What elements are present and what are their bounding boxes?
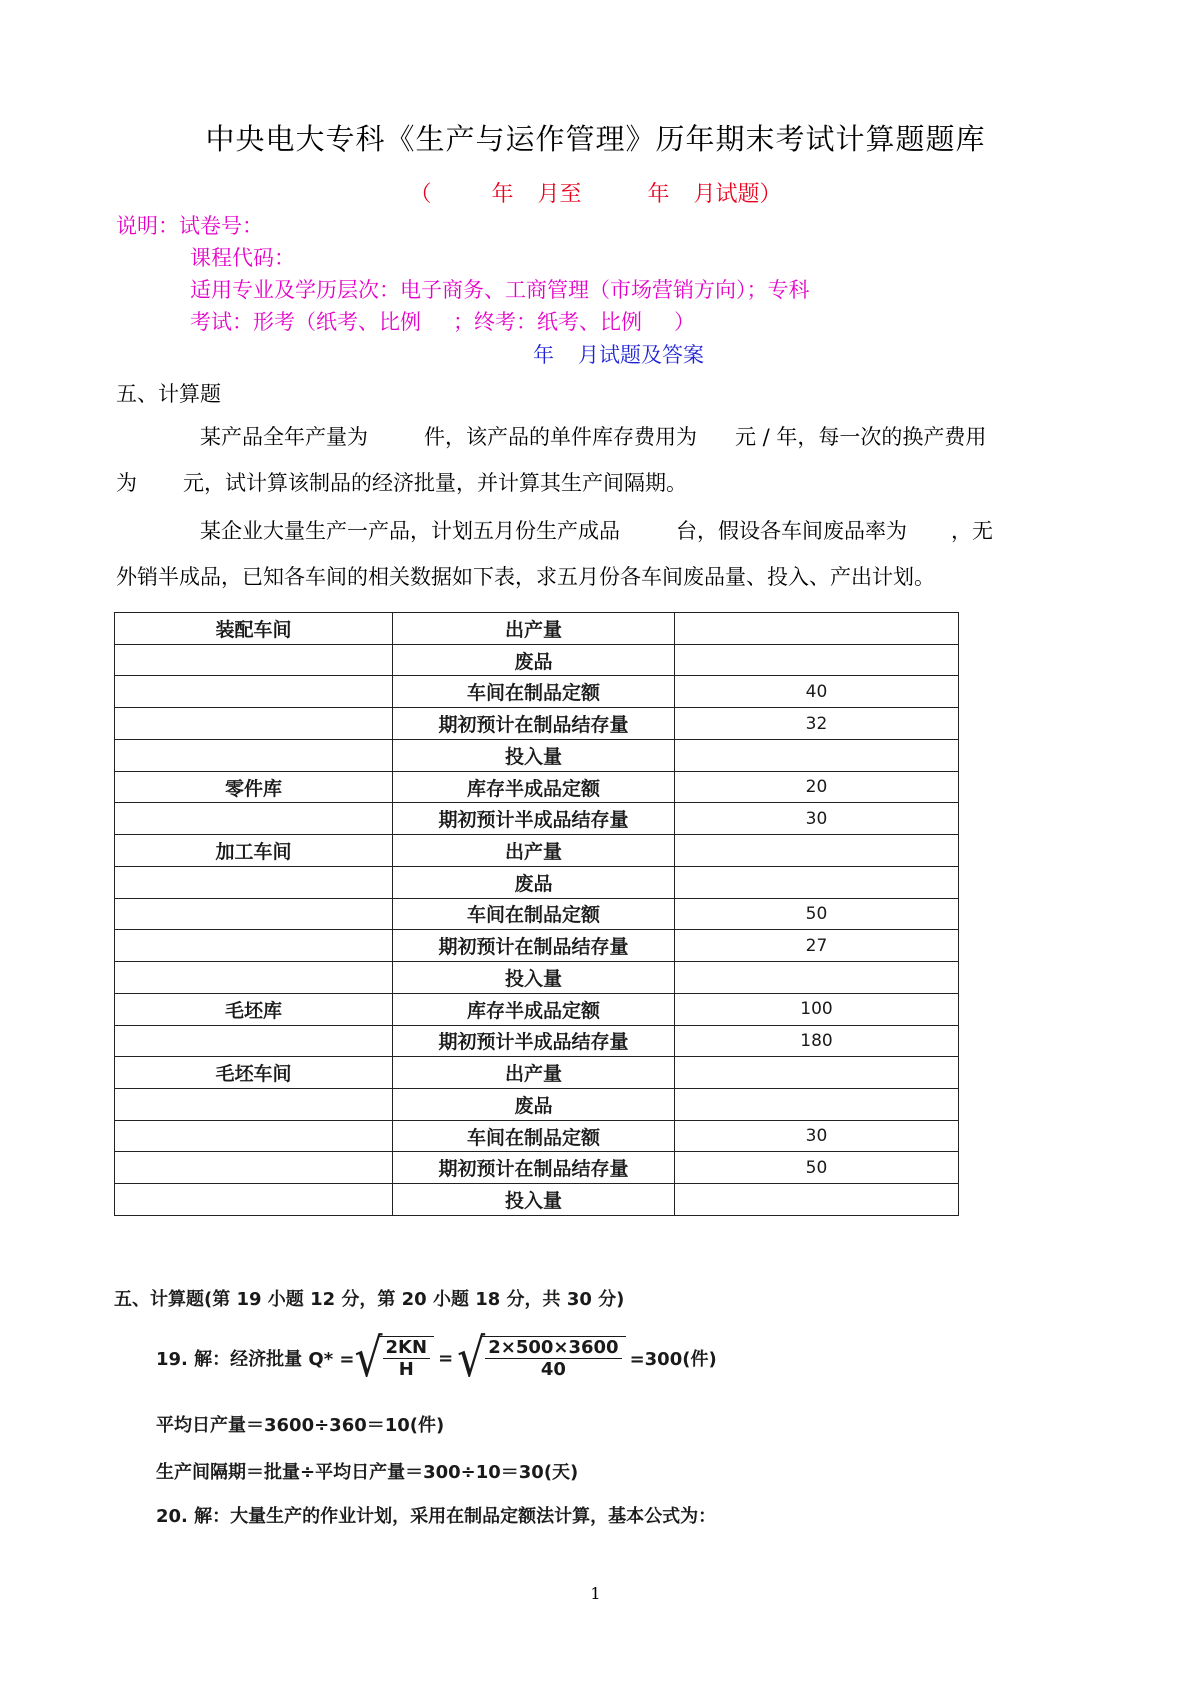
date-range-subtitle: [0, 177, 1191, 208]
table-row: [115, 866, 959, 898]
question-1-line-1: [200, 427, 986, 448]
table-row: [115, 613, 959, 645]
item-cell: 投入量: [393, 1184, 675, 1216]
workshop-cell: [115, 1152, 393, 1184]
table-row: [115, 708, 959, 740]
q2-text-b: 台，假设各车间废品率为: [676, 519, 907, 543]
q1-text-a: 某产品全年产量为: [200, 425, 368, 449]
item-cell: 车间在制品定额: [393, 898, 675, 930]
answer-19-prefix: 19. 解：经济批量 Q* =: [156, 1349, 355, 1370]
table-row: [115, 835, 959, 867]
subtitle-year1: 年: [491, 182, 514, 207]
workshop-cell: [115, 708, 393, 740]
value-cell: 32: [675, 708, 959, 740]
section-heading-year: 年: [533, 343, 554, 367]
document-title: 中央电大专科《生产与运作管理》历年期末考试计算题题库: [205, 122, 986, 156]
radical-sign-icon: √: [457, 1327, 486, 1389]
q1-text-b: 件，该产品的单件库存费用为: [424, 425, 697, 449]
value-cell: 180: [675, 1025, 959, 1057]
workshop-cell: [115, 1089, 393, 1121]
answer-production-interval: 生产间隔期＝批量÷平均日产量＝300÷10＝30(天): [156, 1462, 579, 1483]
question-2-line-1: [200, 521, 993, 542]
sqrt-1: [354, 1327, 434, 1389]
notes-exam: [190, 306, 695, 336]
subtitle-month2: 月试题）: [693, 182, 782, 207]
answer-19: [156, 1325, 717, 1391]
question-2-line-2: 外销半成品，已知各车间的相关数据如下表，求五月份各车间废品量、投入、产出计划。: [116, 565, 935, 589]
table-row: [115, 930, 959, 962]
q2-text-a: 某企业大量生产一产品，计划五月份生产成品: [200, 519, 620, 543]
workshop-cell: [115, 898, 393, 930]
workshop-cell: [115, 1120, 393, 1152]
table-row: [115, 1089, 959, 1121]
item-cell: 期初预计半成品结存量: [393, 803, 675, 835]
value-cell: [675, 644, 959, 676]
item-cell: 出产量: [393, 1057, 675, 1089]
question-1-line-2: [116, 473, 687, 494]
value-cell: [675, 962, 959, 994]
item-cell: 废品: [393, 866, 675, 898]
value-cell: [675, 1184, 959, 1216]
fraction-1-numerator: 2KN: [383, 1337, 431, 1359]
item-cell: 期初预计半成品结存量: [393, 1025, 675, 1057]
value-cell: [675, 613, 959, 645]
production-plan-table: [114, 612, 959, 1216]
table-row: [115, 993, 959, 1025]
item-cell: 库存半成品定额: [393, 771, 675, 803]
item-cell: 车间在制品定额: [393, 676, 675, 708]
workshop-cell: [115, 866, 393, 898]
fraction-2kn-h: [383, 1337, 431, 1380]
workshop-cell: [115, 676, 393, 708]
workshop-cell: [115, 930, 393, 962]
table-row: [115, 739, 959, 771]
item-cell: 出产量: [393, 835, 675, 867]
answer-avg-daily-output: 平均日产量＝3600÷360＝10(件): [156, 1415, 445, 1436]
q2-text-c: ，无: [951, 519, 993, 543]
value-cell: [675, 739, 959, 771]
q1-text-e: 元，试计算该制品的经济批量，并计算其生产间隔期。: [183, 471, 687, 495]
item-cell: 期初预计在制品结存量: [393, 708, 675, 740]
item-cell: 废品: [393, 1089, 675, 1121]
workshop-cell: [115, 962, 393, 994]
value-cell: 100: [675, 993, 959, 1025]
notes-exam-c: ）: [674, 310, 695, 334]
section-heading-rest: 月试题及答案: [578, 343, 704, 367]
value-cell: [675, 1057, 959, 1089]
fraction-2-numerator: 2×500×3600: [485, 1337, 621, 1359]
answer-19-equals: =: [438, 1347, 454, 1369]
workshop-cell: [115, 1025, 393, 1057]
notes-majors: 适用专业及学历层次：电子商务、工商管理（市场营销方向）；专科: [190, 278, 810, 302]
table-row: [115, 1025, 959, 1057]
workshop-cell: [115, 739, 393, 771]
table-row: [115, 1120, 959, 1152]
value-cell: [675, 835, 959, 867]
workshop-cell: 毛坯车间: [115, 1057, 393, 1089]
workshop-cell: [115, 1184, 393, 1216]
workshop-cell: [115, 644, 393, 676]
table-row: [115, 803, 959, 835]
notes-course-code: 课程代码：: [190, 246, 295, 270]
workshop-cell: 零件库: [115, 771, 393, 803]
item-cell: 期初预计在制品结存量: [393, 930, 675, 962]
production-plan-table-body: [115, 613, 959, 1216]
notes-label: 说明：试卷号：: [116, 214, 263, 238]
answer-20: 20. 解：大量生产的作业计划，采用在制品定额法计算，基本公式为：: [156, 1506, 717, 1527]
item-cell: 库存半成品定额: [393, 993, 675, 1025]
value-cell: [675, 1089, 959, 1121]
q1-text-d: 为: [116, 471, 137, 495]
notes-exam-b: ；终考：纸考、比例: [453, 310, 642, 334]
value-cell: 50: [675, 1152, 959, 1184]
workshop-cell: 加工车间: [115, 835, 393, 867]
fraction-2-denominator: 40: [540, 1359, 566, 1380]
section-five-heading: 五、计算题: [116, 382, 221, 406]
table-row: [115, 644, 959, 676]
value-cell: 50: [675, 898, 959, 930]
value-cell: [675, 866, 959, 898]
answer-19-result: =300(件): [629, 1349, 717, 1370]
answers-heading: 五、计算题(第 19 小题 12 分，第 20 小题 18 分，共 30 分): [114, 1289, 625, 1310]
workshop-cell: 毛坯库: [115, 993, 393, 1025]
table-row: [115, 676, 959, 708]
table-row: [115, 1184, 959, 1216]
item-cell: 期初预计在制品结存量: [393, 1152, 675, 1184]
table-row: [115, 898, 959, 930]
item-cell: 投入量: [393, 739, 675, 771]
fraction-values: [485, 1337, 621, 1380]
table-row: [115, 1057, 959, 1089]
section-heading: [533, 339, 704, 369]
notes-exam-a: 考试：形考（纸考、比例: [190, 310, 421, 334]
value-cell: 30: [675, 1120, 959, 1152]
item-cell: 车间在制品定额: [393, 1120, 675, 1152]
q1-text-c: 元 / 年，每一次的换产费用: [735, 425, 987, 449]
value-cell: 30: [675, 803, 959, 835]
workshop-cell: [115, 803, 393, 835]
item-cell: 出产量: [393, 613, 675, 645]
subtitle-year2: 年: [647, 182, 670, 207]
table-row: [115, 1152, 959, 1184]
value-cell: 27: [675, 930, 959, 962]
value-cell: 40: [675, 676, 959, 708]
table-row: [115, 962, 959, 994]
value-cell: 20: [675, 771, 959, 803]
radical-sign-icon: √: [354, 1327, 383, 1389]
table-row: [115, 771, 959, 803]
fraction-1-denominator: H: [398, 1359, 414, 1380]
item-cell: 投入量: [393, 962, 675, 994]
page-number: 1: [590, 1584, 601, 1603]
item-cell: 废品: [393, 644, 675, 676]
sqrt-2: [457, 1327, 625, 1389]
subtitle-month1: 月至: [537, 182, 582, 207]
subtitle-open: （: [409, 182, 432, 207]
workshop-cell: 装配车间: [115, 613, 393, 645]
